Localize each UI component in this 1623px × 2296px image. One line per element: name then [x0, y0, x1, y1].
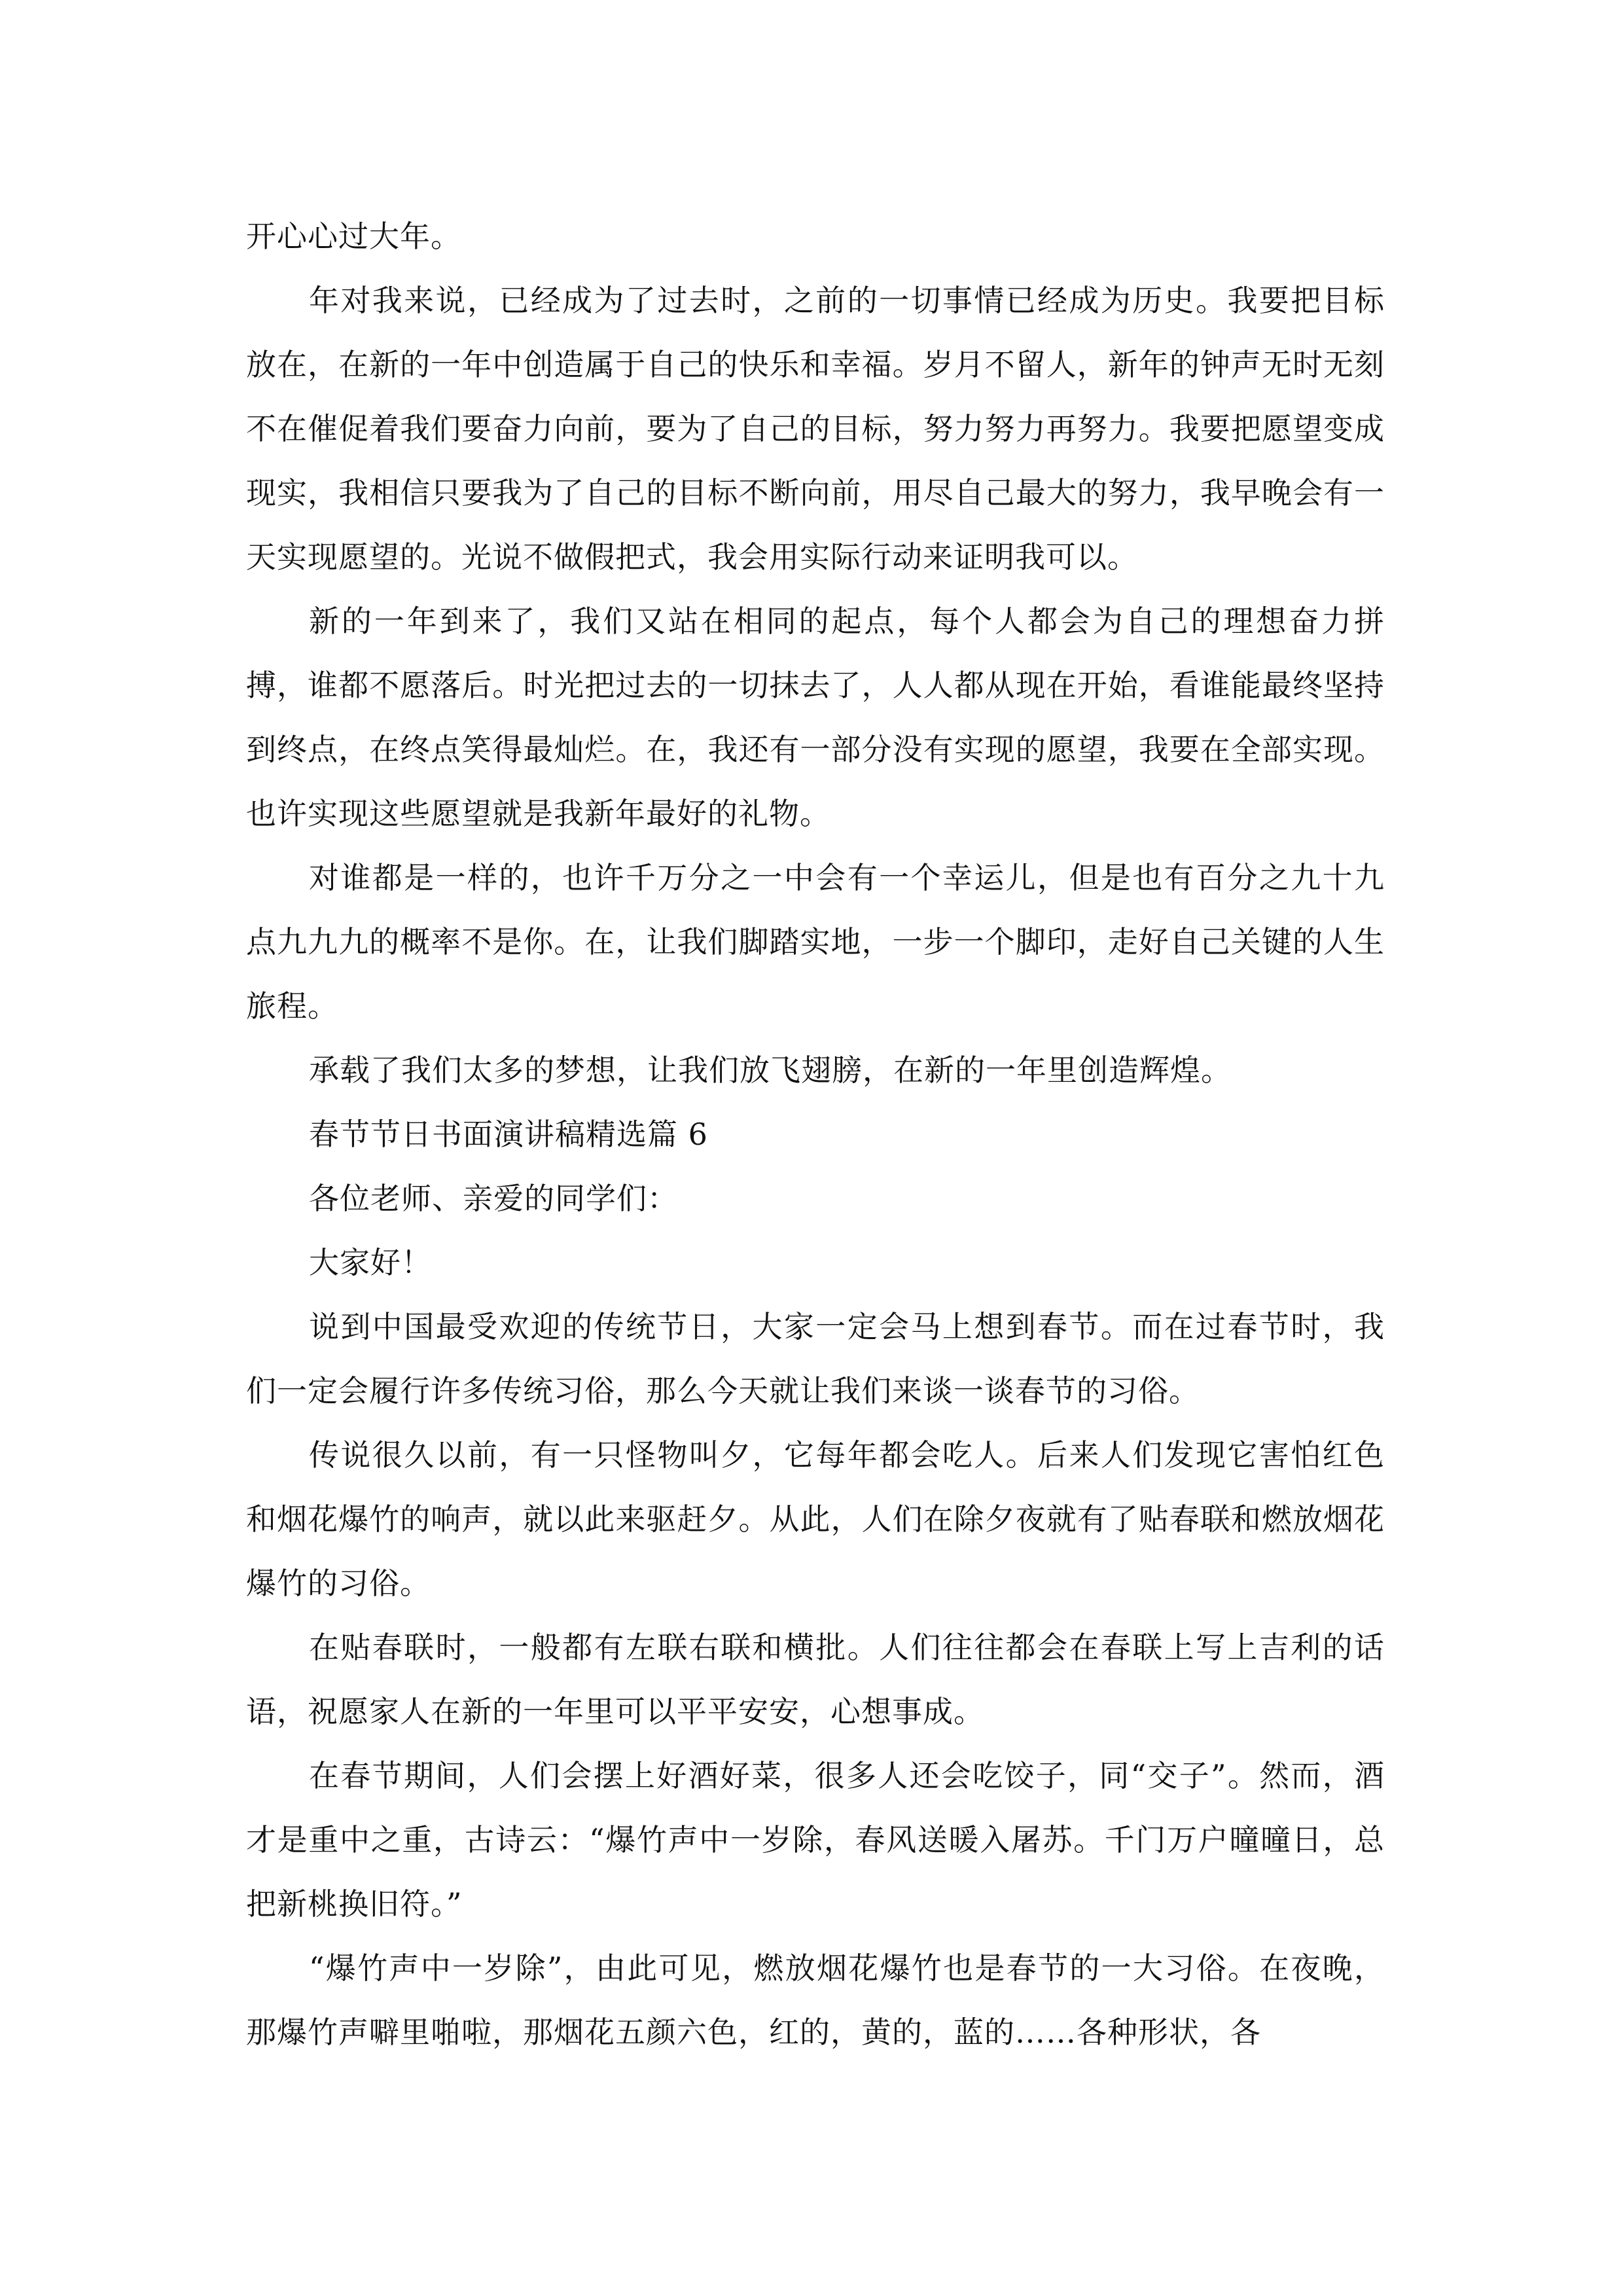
greeting: 大家好！ [309, 1245, 432, 1280]
paragraph-12: 在春节期间，人们会摆上好酒好菜，很多人还会吃饺子，同“交子”。然而，酒才是重中之重，古诗云：“爆竹声中一岁除，春风送暖入屠苏。千门万户曈曈日，总把新桃换旧符。” [246, 1758, 1385, 1922]
paragraph-1: 开心心过大年。 [246, 219, 461, 254]
paragraph-11: 在贴春联时，一般都有左联右联和横批。人们往往都会在春联上写上吉利的话语，祝愿家人在新的一年里可以平平安安，心想事成。 [246, 1630, 1385, 1729]
salutation: 各位老师、亲爱的同学们： [309, 1181, 678, 1216]
paragraph-3: 新的一年到来了，我们又站在相同的起点，每个人都会为自己的理想奋力拼搏，谁都不愿落后。时光把过去的一切抹去了，人人都从现在开始，看谁能最终坚持到终点，在终点笑得最灿烂。在，我还有一部分没有实现的愿望，我要在全部实现。也许实现这些愿望就是我新年最好的礼物。 [246, 603, 1385, 831]
paragraph-4: 对谁都是一样的，也许千万分之一中会有一个幸运儿，但是也有百分之九十九点九九九的概率不是你。在，让我们脚踏实地，一步一个脚印，走好自己关键的人生旅程。 [246, 860, 1385, 1024]
document-body [246, 204, 1385, 2064]
paragraph-13: “爆竹声中一岁除”，由此可见，燃放烟花爆竹也是春节的一大习俗。在夜晚，那爆竹声噼里啪啦，那烟花五颜六色，红的，黄的，蓝的……各种形状，各 [246, 1950, 1385, 2050]
paragraph-10: 传说很久以前，有一只怪物叫夕，它每年都会吃人。后来人们发现它害怕红色和烟花爆竹的响声，就以此来驱赶夕。从此，人们在除夕夜就有了贴春联和燃放烟花爆竹的习俗。 [246, 1437, 1385, 1601]
paragraph-2: 年对我来说，已经成为了过去时，之前的一切事情已经成为历史。我要把目标放在，在新的一年中创造属于自己的快乐和幸福。岁月不留人，新年的钟声无时无刻不在催促着我们要奋力向前，要为了自己的目标，努力努力再努力。我要把愿望变成现实，我相信只要我为了自己的目标不断向前，用尽自己最大的努力，我早晚会有一天实现愿望的。光说不做假把式，我会用实际行动来证明我可以。 [246, 283, 1385, 575]
paragraph-9: 说到中国最受欢迎的传统节日，大家一定会马上想到春节。而在过春节时，我们一定会履行许多传统习俗，那么今天就让我们来谈一谈春节的习俗。 [246, 1309, 1385, 1408]
section-heading: 春节节日书面演讲稿精选篇 6 [309, 1117, 708, 1152]
paragraph-5: 承载了我们太多的梦想，让我们放飞翅膀，在新的一年里创造辉煌。 [309, 1052, 1232, 1088]
